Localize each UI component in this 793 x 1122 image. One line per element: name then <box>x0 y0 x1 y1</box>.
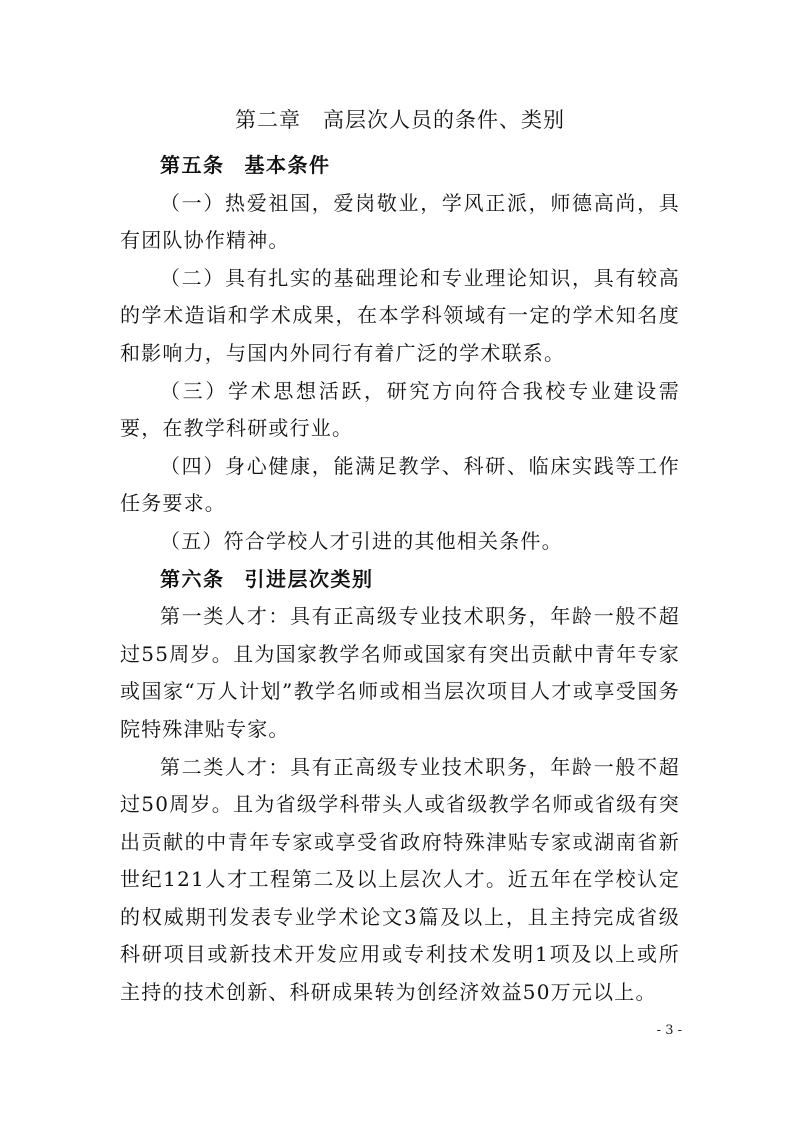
article-5-item-4: （四）身心健康，能满足教学、科研、临床实践等工作任务要求。 <box>120 453 680 516</box>
document-body <box>120 147 680 1012</box>
chapter-title: 第二章 高层次人员的条件、类别 <box>235 108 565 132</box>
article-5-item-1: （一）热爱祖国，爱岗敬业，学风正派，师德高尚，具有团队协作精神。 <box>120 190 680 253</box>
article-6-heading <box>120 561 680 599</box>
article-5-item-5: （五）符合学校人才引进的其他相关条件。 <box>160 528 563 553</box>
page-number: - 3 - <box>656 1023 682 1038</box>
article-5-item-2: （二）具有扎实的基础理论和专业理论知识，具有较高的学术造诣和学术成果，在本学科领域有一定的学术知名度和影响力，与国内外同行有着广泛的学术联系。 <box>120 265 680 365</box>
article-6-item-1: 第一类人才：具有正高级专业技术职务，年龄一般不超过55周岁。且为国家教学名师或国家有突出贡献中青年专家或国家“万人计划”教学名师或相当层次项目人才或享受国务院特殊津贴专家。 <box>120 604 680 741</box>
article-5-number: 第五条 <box>160 153 225 177</box>
article-5-heading <box>120 147 680 185</box>
article-5-title: 基本条件 <box>244 153 331 177</box>
article-6-title: 引进层次类别 <box>244 566 374 591</box>
article-5-item-3: （三）学术思想活跃，研究方向符合我校专业建设需要，在教学科研或行业。 <box>120 378 680 441</box>
article-6-number: 第六条 <box>160 566 225 591</box>
article-6-item-2: 第二类人才：具有正高级专业技术职务，年龄一般不超过50周岁。且为省级学科带头人或省级教学名师或省级有突出贡献的中青年专家或享受省政府特殊津贴专家或湖南省新世纪121人才工程第二及以上层次人才。近五年在学校认定的权威期刊发表专业学术论文3篇及以上，且主持完成省级科研项目或新技术开发应用或专利技术发明1项及以上或所主持的技术创新、科研成果转为创经济效益50万元以上。 <box>120 754 680 1005</box>
